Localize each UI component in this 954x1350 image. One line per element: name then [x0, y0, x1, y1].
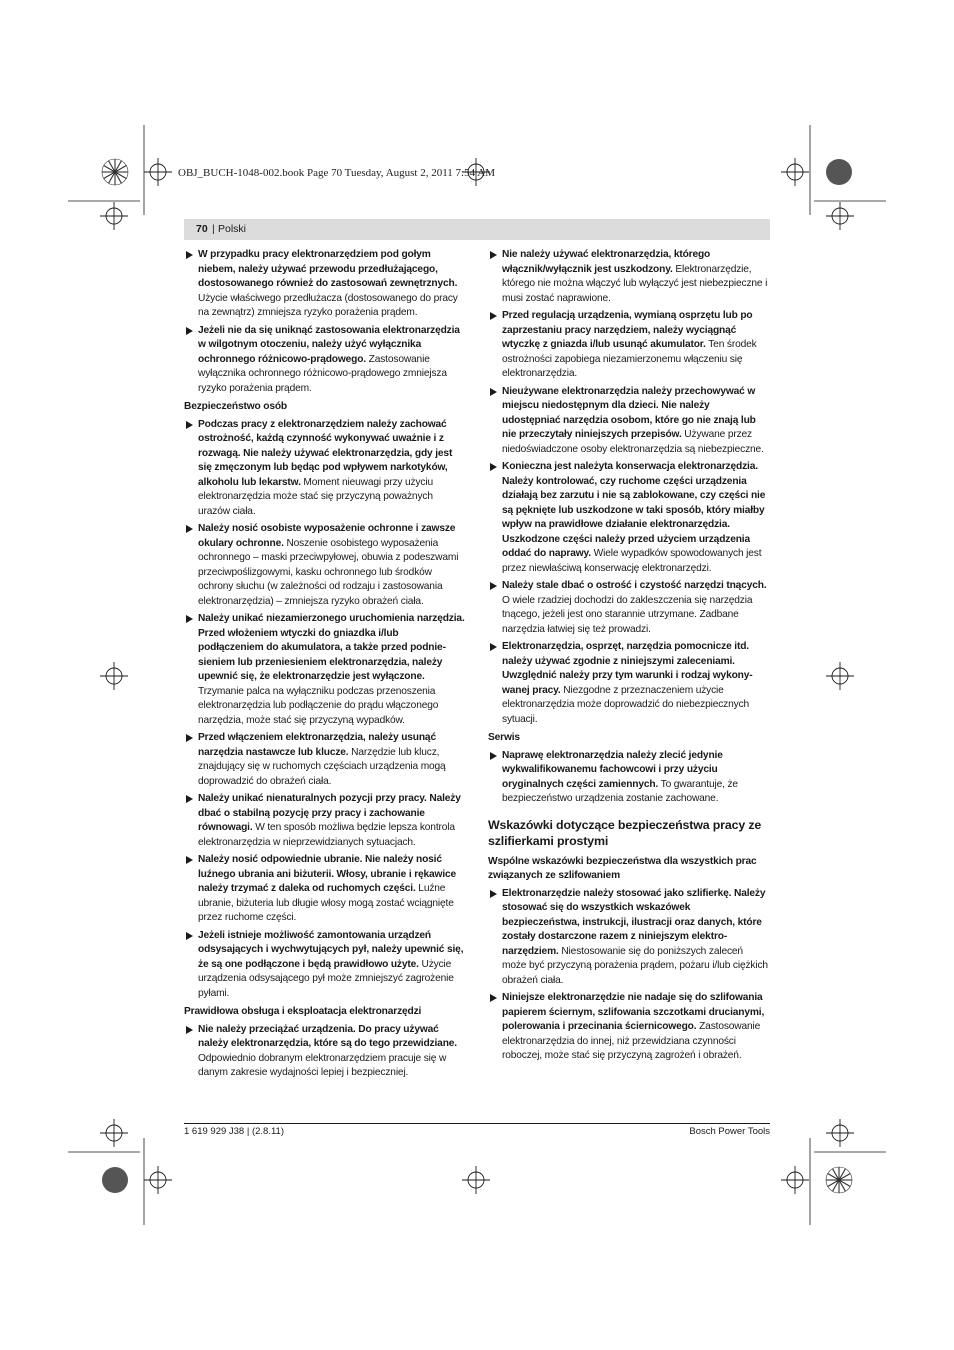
bullet-triangle-icon — [490, 890, 497, 898]
instruction-explanation-text: Trzymanie palca na wyłączniku podczas przenoszenia elektronarzędzia lub podłączenie do prądu włączonego narzędzia, może stać się przyczyną wypadków. — [198, 685, 439, 726]
instruction-bold-text: Nie należy przeciążać urządzenia. Do pracy używać należy elektronarzędzia, które są do tego przewidziane. — [198, 1023, 457, 1049]
instruction-explanation-text: Moment nieuwagi przy użyciu elektronarzędzia może stać się przyczyną poważnych urazów ciała. — [198, 476, 434, 517]
instruction-bold-text: Elektronarzędzia, osprzęt, narzędzia pomocnicze itd. należy używać zgodnie z niniejszymi zaleceniami. Uwzględnić należy przy tym warunki i rodzaj wykonywanej pracy. — [502, 641, 753, 696]
registration-mark-right-bottom — [826, 1119, 854, 1147]
subsection-heading: Bezpieczeństwo osób — [184, 401, 288, 412]
safety-instruction — [184, 324, 465, 397]
instruction-bold-text: Nie należy używać elektronarzędzia, którego włącznik/wyłącznik jest uszkodzony. — [502, 249, 711, 275]
footer-document-number: 1 619 929 J38 | (2.8.11) — [184, 1126, 285, 1137]
registration-mark-right-top — [826, 202, 854, 230]
safety-instruction — [488, 579, 769, 637]
registration-mark-top-right — [781, 158, 809, 186]
instruction-explanation-text: Zastosowanie wyłącznika ochronnego różnicowo-prądowego zmniejsza ryzyko porażenia prądem. — [198, 353, 447, 394]
header-separator: | — [212, 223, 215, 235]
left-column — [184, 248, 465, 1084]
instruction-bold-text: Należy nosić odpowiednie ubranie. Nie należy nosić luźnego ubrania ani biżuterii. Włosy, ubranie i rękawice należy trzymać z daleka od ruchomych części. — [198, 854, 457, 894]
instruction-bold-text: Jeżeli nie da się uniknąć zastosowania elektronarzędzia w wilgotnym otoczeniu, należy użyć wyłącznika ochronnego różnicowo-prądowego. — [198, 324, 460, 365]
file-header: OBJ_BUCH-1048-002.book Page 70 Tuesday, August 2, 2011 7:54 AM — [178, 167, 495, 179]
section-heading: Wskazówki dotyczące bezpieczeństwa pracy ze szlifierkami prostymi — [488, 817, 762, 848]
safety-instruction — [488, 887, 769, 989]
subsection-heading: Prawidłowa obsługa i eksploatacja elektronarzędzi — [184, 1006, 422, 1017]
page-number: 70 — [196, 223, 208, 235]
bullet-triangle-icon — [186, 932, 193, 940]
bullet-triangle-icon — [490, 312, 497, 320]
bullet-triangle-icon — [186, 421, 193, 429]
registration-mark-right-mid — [826, 662, 854, 690]
bullet-triangle-icon — [186, 1026, 193, 1034]
instruction-explanation-text: Niestosowanie się do poniższych zaleceń może być przyczyną porażenia prądem, pożaru i/lub ciężkich obrażeń ciała. — [502, 945, 768, 986]
bullet-triangle-icon — [490, 388, 497, 396]
instruction-bold-text: Przed regulacją urządzenia, wymianą osprzętu lub po zaprzestaniu pracy narzędziem, należy wyciągnąć wtyczkę z gniazda i/lub usunąć akumulator. — [502, 310, 753, 350]
star-target-top-left — [102, 159, 128, 185]
safety-instruction — [184, 1023, 465, 1081]
safety-instruction — [488, 991, 769, 1064]
gray-target-top-right — [826, 159, 852, 185]
subsection-heading: Wspólne wskazówki bezpieczeństwa dla wszystkich prac związanych ze szlifowaniem — [488, 855, 757, 881]
bullet-triangle-icon — [186, 251, 193, 259]
registration-mark-left-mid — [100, 662, 128, 690]
safety-instruction — [184, 853, 465, 926]
instruction-bold-text: Jeżeli istnieje możliwość zamontowania urządzeń odsysających i wychwytujących pył, należy upewnić się, że są one podłączone i będą prawidłowo użyte. — [198, 929, 464, 970]
safety-instruction — [184, 418, 465, 520]
registration-mark-left-bottom — [100, 1119, 128, 1147]
instruction-explanation-text: W ten sposób możliwa będzie lepsza kontrola elektronarzędzia w nieprzewidzianych sytuacjach. — [198, 822, 455, 848]
bullet-triangle-icon — [186, 795, 193, 803]
bullet-triangle-icon — [186, 615, 193, 623]
instruction-explanation-text: To gwarantuje, że bezpieczeństwo urządzenia zostanie zachowane. — [502, 778, 738, 804]
bullet-triangle-icon — [490, 463, 497, 471]
registration-mark-bottom-left — [144, 1166, 172, 1194]
safety-instruction — [184, 792, 465, 850]
registration-mark-bottom-center — [462, 1166, 490, 1194]
bullet-triangle-icon — [490, 251, 497, 259]
safety-instruction — [488, 749, 769, 807]
safety-instruction — [488, 248, 769, 306]
safety-instruction — [184, 522, 465, 609]
safety-instruction — [184, 248, 465, 321]
safety-instruction — [488, 460, 769, 576]
header-language: Polski — [218, 223, 247, 235]
registration-mark-top-left — [144, 158, 172, 186]
instruction-bold-text: Elektronarzędzie należy stosować jako szlifierkę. Należy stosować się do wszystkich wskazówek bezpieczeństwa, instrukcji, ilustracji oraz danych, które zostały dostarczone razem z niniejszym elektronarzędziem. — [502, 887, 766, 957]
safety-instruction — [184, 929, 465, 1002]
safety-instruction — [184, 612, 465, 728]
instruction-explanation-text: Odpowiednio dobranym elektronarzędziem pracuje się w danym zakresie wydajności lepiej i bezpieczniej. — [198, 1052, 447, 1078]
safety-instruction — [488, 640, 769, 727]
registration-mark-left-top — [100, 202, 128, 230]
instruction-bold-text: Naprawę elektronarzędzia należy zlecić jedynie wykwalifikowanemu fachowcowi i przy użyciu oryginalnych części zamiennych. — [502, 749, 723, 790]
bullet-triangle-icon — [490, 643, 497, 651]
instruction-bold-text: Konieczna jest należyta konserwacja elektronarzędzia. Należy kontrolować, czy ruchome części urządzenia działają bez zarzutu i nie są zablokowane, czy części nie są pęknięte lub uszkodzone w taki sposób, który miałby wpływ na prawidłowe działanie elektronarzędzia. Uszkodzone części należy przed użyciem urządzenia oddać do naprawy. — [502, 461, 766, 559]
bullet-triangle-icon — [186, 327, 193, 335]
page-header-bar — [184, 219, 770, 240]
safety-instruction — [488, 385, 769, 458]
instruction-explanation-text: Elektronarzędzie, którego nie można włączyć lub wyłączyć jest niebezpieczne i musi zostać naprawione. — [502, 263, 768, 304]
gray-target-bottom-left — [102, 1167, 128, 1193]
instruction-explanation-text: Ten środek ostrożności zapobiega niezamierzonemu włączeniu się elektronarzędzia. — [502, 339, 757, 379]
instruction-explanation-text: Użycie właściwego przedłużacza (dostosowanego do pracy na zewnątrz) zmniejsza ryzyko porażenia prądem. — [198, 292, 458, 318]
instruction-bold-text: Należy unikać nienaturalnych pozycji przy pracy. Należy dbać o stabilną pozycję przy pracy i zachowanie równowagi. — [198, 793, 461, 833]
instruction-explanation-text: Zastosowanie elektronarzędzia do innej, niż przewidziana czynności roboczej, może stać się przyczyną zagrożeń i obrażeń. — [502, 1021, 761, 1061]
instruction-explanation-text: Wiele wypadków spowodowanych jest przez niewłaściwą konserwację elektronarzędzi. — [502, 548, 762, 574]
instruction-bold-text: Należy nosić osobiste wyposażenie ochronne i zawsze okulary ochronne. — [198, 523, 456, 549]
registration-mark-bottom-right — [781, 1166, 809, 1194]
bullet-triangle-icon — [186, 734, 193, 742]
safety-instruction — [184, 731, 465, 789]
instruction-bold-text: Należy stale dbać o ostrość i czystość narzędzi tnących. — [502, 580, 767, 591]
subsection-heading: Serwis — [488, 732, 520, 743]
bullet-triangle-icon — [490, 582, 497, 590]
instruction-bold-text: Przed włączeniem elektronarzędzia, należy usunąć narzędzia nastawcze lub klucze. — [198, 732, 436, 758]
bullet-triangle-icon — [186, 856, 193, 864]
right-column — [488, 248, 769, 1067]
bullet-triangle-icon — [490, 752, 497, 760]
instruction-explanation-text: Niezgodne z przeznaczeniem użycie elektronarzędzia może doprowadzić do niebezpiecznych sytuacji. — [502, 684, 750, 725]
footer-rule — [184, 1123, 770, 1124]
instruction-explanation-text: Luźne ubranie, biżuteria lub długie włosy mogą zostać wciągnięte przez ruchome części. — [198, 883, 454, 923]
instruction-bold-text: Należy unikać niezamierzonego uruchomienia narzędzia. Przed włożeniem wtyczki do gniazdka i/lub podłączeniem do akumulatora, a także przed podniesieniem lub przeniesieniem elektronarzędzia, należy upewnić się, że elektronarzędzie jest wyłączone. — [198, 613, 465, 682]
instruction-explanation-text: Noszenie osobistego wyposażenia ochronnego – maski przeciwpyłowej, obuwia z podeszwami przeciwpoślizgowymi, kasku ochronnego lub środków ochrony słuchu (w zależności od rodzaju i zastosowania elektronarzędzia) – zmniejsza ryzyko obrażeń ciała. — [198, 537, 459, 607]
instruction-bold-text: Niniejsze elektronarzędzie nie nadaje się do szlifowania papierem ściernym, szlifowania szczotkami drucianymi, polerowania i przecinania ściernicowego. — [502, 992, 765, 1032]
instruction-bold-text: Nieużywane elektronarzędzia należy przechowywać w miejscu niedostępnym dla dzieci. Nie należy udostępniać narzędzia osobom, które go nie znają lub nie przeczytały niniejszych przepisów. — [502, 385, 756, 440]
bullet-triangle-icon — [490, 994, 497, 1002]
instruction-bold-text: Podczas pracy z elektronarzędziem należy zachować ostrożność, każdą czynność wykonywać uważnie i z rozwagą. Nie należy używać elektronarzędzia, gdy jest się zmęczonym lub będąc pod wpływem narkotyków, alkoholu lub lekarstw. — [198, 418, 453, 488]
footer-publisher: Bosch Power Tools — [689, 1126, 770, 1137]
instruction-explanation-text: Używane przez niedoświadczone osoby elektronarzędzia są niebezpieczne. — [502, 429, 764, 455]
instruction-explanation-text: Narzędzie lub klucz, znajdujący się w ruchomych częściach urządzenia mogą doprowadzić do obrażeń ciała. — [198, 746, 446, 787]
safety-instruction — [488, 309, 769, 382]
star-target-bottom-right — [826, 1167, 852, 1193]
bullet-triangle-icon — [186, 525, 193, 533]
instruction-explanation-text: O wiele rzadziej dochodzi do zakleszczenia się narzędzia tnącego, jeżeli jest ono starannie utrzymane. Zadbane narzędzia łatwiej się też prowadzi. — [502, 594, 753, 635]
instruction-bold-text: W przypadku pracy elektronarzędziem pod gołym niebem, należy używać przewodu przedłużającego, dostosowanego również do zastosowań zewnętrznych. — [198, 249, 458, 289]
instruction-explanation-text: Użycie urządzenia odsysającego pył może zmniejszyć zagrożenie pyłami. — [198, 958, 454, 999]
